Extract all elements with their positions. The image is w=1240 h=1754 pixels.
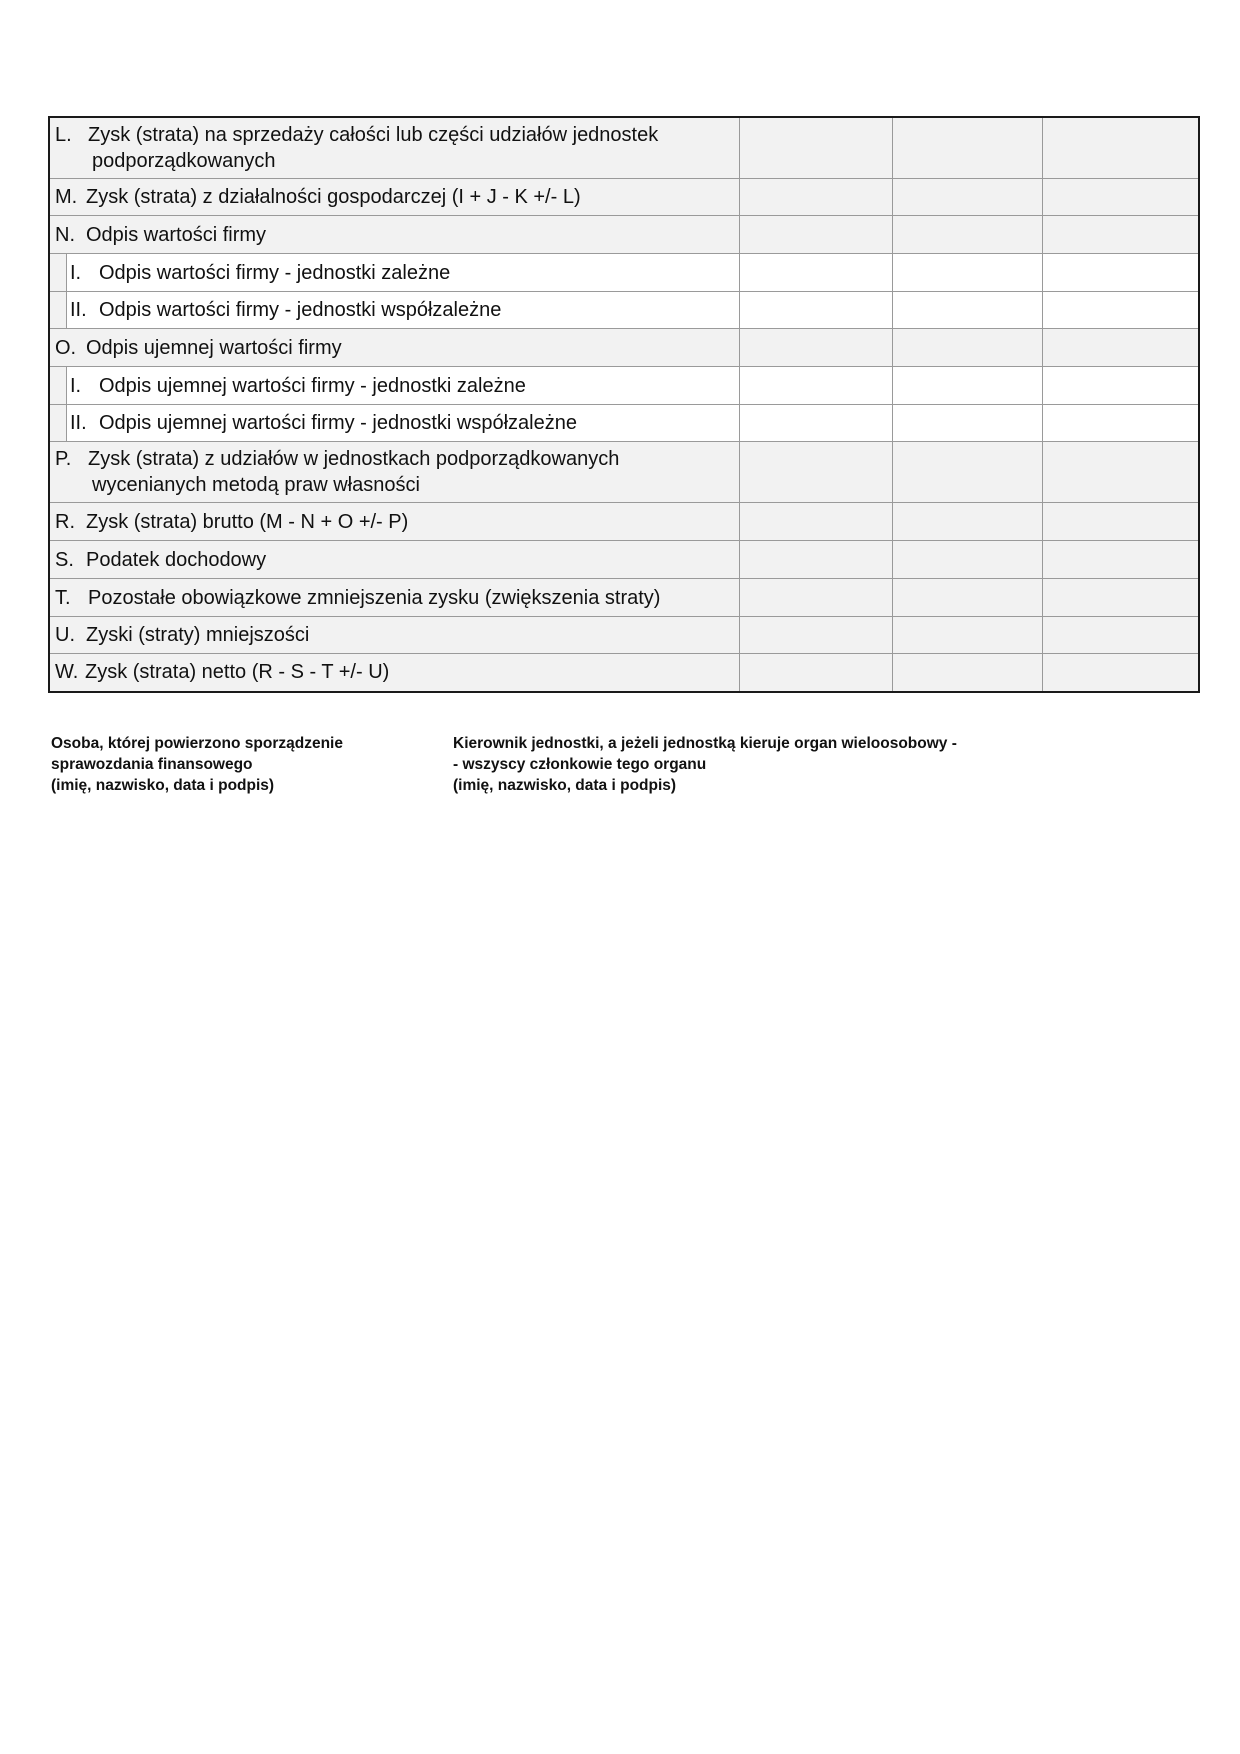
value-cell-2[interactable]	[892, 503, 1042, 541]
row-text-continuation: podporządkowanych	[92, 150, 276, 172]
value-cell-2[interactable]	[892, 617, 1042, 654]
row-code: O.	[55, 336, 77, 359]
row-label	[49, 216, 739, 254]
row-label	[49, 117, 739, 179]
preparer-line-2: sprawozdania finansowego	[51, 756, 253, 773]
value-cell-1[interactable]	[739, 216, 892, 254]
row-label	[49, 405, 739, 442]
row-code: L.	[55, 124, 72, 146]
row-R	[49, 503, 1199, 541]
row-code: S.	[55, 548, 74, 571]
row-text-continuation: wycenianych metodą praw własności	[92, 474, 420, 496]
row-label	[49, 367, 739, 405]
row-O-I	[49, 367, 1199, 405]
value-cell-1[interactable]	[739, 179, 892, 216]
row-N	[49, 216, 1199, 254]
preparer-signature-block	[51, 733, 343, 796]
row-code: I.	[70, 261, 82, 284]
row-S	[49, 541, 1199, 579]
value-cell-2[interactable]	[892, 579, 1042, 617]
row-code: M.	[55, 186, 78, 208]
row-code: R.	[55, 510, 75, 533]
row-code: II.	[70, 412, 87, 434]
row-label	[49, 579, 739, 617]
row-text: Podatek dochodowy	[86, 548, 267, 571]
value-cell-3[interactable]	[1042, 254, 1199, 292]
row-label	[49, 179, 739, 216]
value-cell-2[interactable]	[892, 541, 1042, 579]
value-cell-3[interactable]	[1042, 442, 1199, 503]
row-text: Zysk (strata) na sprzedaży całości lub części udziałów jednostek	[88, 124, 659, 146]
value-cell-1[interactable]	[739, 579, 892, 617]
value-cell-1[interactable]	[739, 503, 892, 541]
row-label	[49, 617, 739, 654]
value-cell-3[interactable]	[1042, 541, 1199, 579]
row-text: Zyski (straty) mniejszości	[86, 624, 310, 646]
row-code: II.	[70, 299, 87, 321]
row-L	[49, 117, 1199, 179]
row-O	[49, 329, 1199, 367]
row-text: Odpis ujemnej wartości firmy - jednostki współzależne	[99, 412, 577, 434]
row-text: Odpis wartości firmy	[86, 223, 267, 246]
row-label	[49, 442, 739, 503]
value-cell-2[interactable]	[892, 179, 1042, 216]
value-cell-2[interactable]	[892, 405, 1042, 442]
value-cell-1[interactable]	[739, 405, 892, 442]
value-cell-2[interactable]	[892, 216, 1042, 254]
value-cell-3[interactable]	[1042, 179, 1199, 216]
preparer-line-3: (imię, nazwisko, data i podpis)	[51, 777, 275, 794]
value-cell-3[interactable]	[1042, 617, 1199, 654]
row-text: Zysk (strata) z działalności gospodarczej (I + J - K +/- L)	[86, 186, 581, 208]
value-cell-2[interactable]	[892, 329, 1042, 367]
row-code: U.	[55, 624, 75, 646]
row-M	[49, 179, 1199, 216]
row-code: N.	[55, 223, 75, 246]
value-cell-2[interactable]	[892, 367, 1042, 405]
value-cell-2[interactable]	[892, 442, 1042, 503]
manager-line-1: Kierownik jednostki, a jeżeli jednostką kieruje organ wieloosobowy -	[453, 735, 957, 752]
row-P	[49, 442, 1199, 503]
value-cell-1[interactable]	[739, 442, 892, 503]
row-code: W.	[55, 661, 79, 684]
row-text: Odpis ujemnej wartości firmy	[86, 336, 342, 359]
value-cell-1[interactable]	[739, 367, 892, 405]
row-text: Pozostałe obowiązkowe zmniejszenia zysku (zwiększenia straty)	[88, 586, 661, 609]
row-label	[49, 292, 739, 329]
row-label	[49, 254, 739, 292]
row-text: Zysk (strata) brutto (M - N + O +/- P)	[86, 510, 409, 533]
value-cell-2[interactable]	[892, 254, 1042, 292]
row-code: I.	[70, 374, 82, 397]
row-code: T.	[55, 586, 71, 609]
preparer-line-1: Osoba, której powierzono sporządzenie	[51, 735, 343, 752]
value-cell-1[interactable]	[739, 541, 892, 579]
value-cell-2[interactable]	[892, 292, 1042, 329]
value-cell-3[interactable]	[1042, 367, 1199, 405]
row-text: Odpis wartości firmy - jednostki współzależne	[99, 299, 502, 321]
row-text: Odpis wartości firmy - jednostki zależne	[99, 261, 451, 284]
row-text: Zysk (strata) z udziałów w jednostkach podporządkowanych	[88, 448, 620, 470]
value-cell-3[interactable]	[1042, 654, 1199, 692]
row-text: Zysk (strata) netto (R - S - T +/- U)	[85, 661, 390, 684]
value-cell-1[interactable]	[739, 617, 892, 654]
row-label	[49, 654, 739, 692]
value-cell-1[interactable]	[739, 329, 892, 367]
manager-line-3: (imię, nazwisko, data i podpis)	[453, 777, 677, 794]
manager-signature-block	[453, 733, 957, 796]
row-label	[49, 329, 739, 367]
value-cell-2[interactable]	[892, 654, 1042, 692]
value-cell-2[interactable]	[892, 117, 1042, 179]
value-cell-3[interactable]	[1042, 292, 1199, 329]
row-W	[49, 654, 1199, 692]
value-cell-1[interactable]	[739, 117, 892, 179]
value-cell-1[interactable]	[739, 254, 892, 292]
row-U	[49, 617, 1199, 654]
row-O-II	[49, 405, 1199, 442]
value-cell-3[interactable]	[1042, 579, 1199, 617]
profit-loss-table	[48, 116, 1200, 693]
value-cell-1[interactable]	[739, 292, 892, 329]
value-cell-1[interactable]	[739, 654, 892, 692]
row-N-I	[49, 254, 1199, 292]
row-label	[49, 541, 739, 579]
value-cell-3[interactable]	[1042, 503, 1199, 541]
value-cell-3[interactable]	[1042, 405, 1199, 442]
manager-line-2: - wszyscy członkowie tego organu	[453, 756, 707, 773]
row-code: P.	[55, 448, 72, 470]
value-cell-3[interactable]	[1042, 329, 1199, 367]
value-cell-3[interactable]	[1042, 117, 1199, 179]
row-T	[49, 579, 1199, 617]
row-text: Odpis ujemnej wartości firmy - jednostki zależne	[99, 374, 526, 397]
row-N-II	[49, 292, 1199, 329]
value-cell-3[interactable]	[1042, 216, 1199, 254]
row-label	[49, 503, 739, 541]
